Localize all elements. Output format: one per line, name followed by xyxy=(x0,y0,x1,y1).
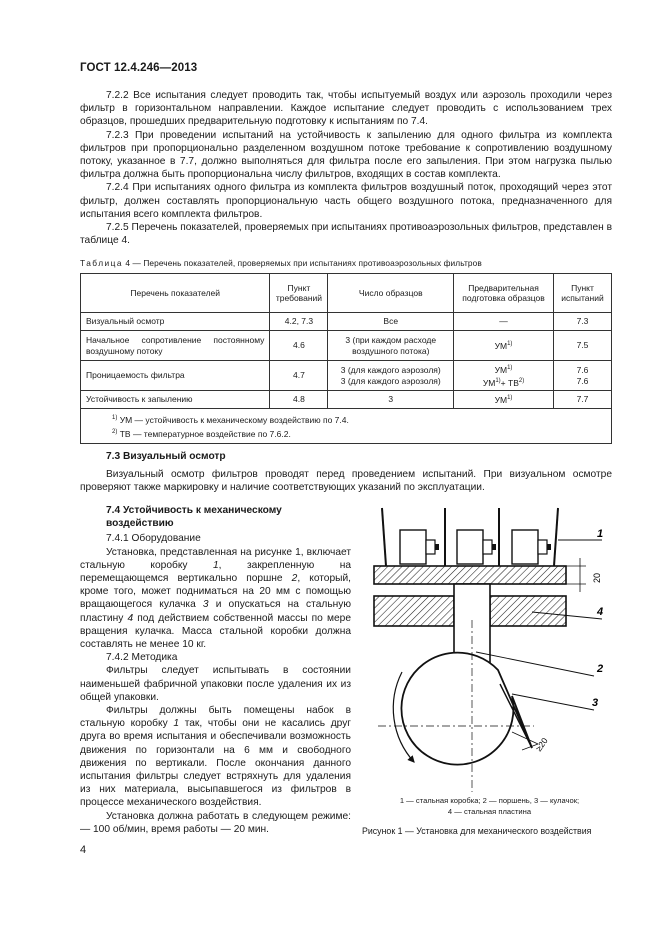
paragraph-7-4-2-b: Фильтры должны быть помещены набок в стальную коробку 1 так, чтобы они не касались друг друга во время испытания и обеспечивали возможность движения по горизонтали на 6 мм и свободного движения по вертикали. После окончания данного испытания фильтры следует встряхнуть для удаления из них материала, высыпавшегося из фильтров в процессе механического воздействия. xyxy=(80,705,351,809)
page-number: 4 xyxy=(80,844,87,856)
dim-label-ge20: ≥20 xyxy=(533,735,550,754)
paragraph-7-4-2-c: Установка должна работать в следующем режиме: — 100 об/мин, время работы — 20 мин. xyxy=(80,810,351,835)
indicators-table xyxy=(80,273,612,444)
table-row: Начальное сопротивление постоянному воздушному потоку 4.6 3 (при каждом расходе воздушного потока) УМ$^{1)}$ 7.5 xyxy=(81,331,612,361)
col-header-count: Число образцов xyxy=(328,274,454,313)
figure-caption: Рисунок 1 — Установка для механического воздействия xyxy=(362,826,592,836)
paragraph-7-2-3: 7.2.3 При проведении испытаний на устойчивость к запылению для одного фильтра из комплекта фильтров при пропорционально разделенном воздушном потоке требование к сопротивлению воздушному потоку, указанное в 7.7, должно выполняться для фильтра после его запыления. При этом нагрузка пылью фильтра должна быть пропорциональна числу фильтров, входящих в состав комплекта. xyxy=(80,129,612,181)
label-3: 3 xyxy=(592,697,599,709)
dimension-20 xyxy=(566,558,602,592)
document-header: ГОСТ 12.4.246—2013 xyxy=(80,62,198,74)
table-row: Устойчивость к запылению 4.8 3 УМ$^{1)}$ 7.7 xyxy=(81,391,612,409)
paragraph-7-2-4: 7.2.4 При испытаниях одного фильтра из комплекта фильтров воздушный поток, проходящий через этот фильтр, должен составлять пропорциональную часть общего воздушного потока, предназначенного для испытания всего комплекта фильтров. xyxy=(80,182,612,220)
label-4: 4 xyxy=(597,606,604,618)
dim-label-20: 20 xyxy=(592,572,602,584)
table-row: Проницаемость фильтра 4.7 3 (для каждого аэрозоля) 3 (для каждого аэрозоля) УМ$^{1)}$ $УМ^{1)}+ ТВ^{2)}$ 7.6 7.6 xyxy=(81,361,612,391)
table-caption: Таблица 4 — Перечень показателей, проверяемых при испытаниях противоаэрозольных фильтров xyxy=(80,258,482,268)
col-header-indicators: Перечень показателей xyxy=(81,274,270,313)
label-2: 2 xyxy=(597,663,604,675)
col-header-test: Пункт испытаний xyxy=(553,274,611,313)
section-7-3 xyxy=(80,450,612,495)
figure-legend: 1 — стальная коробка; 2 — поршень, 3 — кулачок; 4 — стальная пластина xyxy=(399,796,580,816)
section-7-3-heading: 7.3 Визуальный осмотр xyxy=(106,451,226,462)
dimension-ge20 xyxy=(512,732,550,753)
subsection-7-4-1-title: 7.4.1 Оборудование xyxy=(106,533,201,545)
table-note-1: $^{1)}$ УМ — устойчивость к механическому воздействию по 7.4. xyxy=(112,414,349,425)
paragraph-7-2-5: 7.2.5 Перечень показателей, проверяемых при испытаниях противоаэрозольных фильтров, представлен в таблице 4. xyxy=(80,222,612,247)
table-note-2: $^{2)}$ ТВ — температурное воздействие по 7.6.2. xyxy=(112,428,291,439)
subsection-7-4-2-title: 7.4.2 Методика xyxy=(106,652,178,664)
paragraph-7-4-1: Установка, представленная на рисунке 1, включает стальную коробку 1, закрепленную на перемещающемся вертикально поршне 2, который, кроме того, может подниматься на 20 мм с помощью вращающегося кулачка 3 и опускаться на стальную пластину 4 под действием собственной массы по мере вращения кулачка. Масса стальной коробки должна составлять не менее 10 кг. xyxy=(80,546,351,651)
label-1: 1 xyxy=(597,528,604,540)
paragraph-7-2-2: 7.2.2 Все испытания следует проводить так, чтобы испытуемый воздух или аэрозоль проходили через фильтр в горизонтальном направлении. Каждое испытание следует проводить с использованием трех образцов, прошедших предварительную подготовку к испытаниям по 7.4. xyxy=(80,90,612,128)
table-notes-row xyxy=(81,409,612,444)
section-7-4 xyxy=(80,504,351,836)
paragraph-7-4-2-a: Фильтры следует испытывать в состоянии наименьшей фабричной упаковки после удаления их из общей упаковки. xyxy=(80,665,351,703)
steel-box xyxy=(374,508,566,584)
col-header-req: Пункт требований xyxy=(270,274,328,313)
section-7-2-text xyxy=(80,89,612,247)
figure-1-diagram xyxy=(362,500,612,800)
col-header-prep: Предварительная подготовка образцов xyxy=(454,274,554,313)
section-7-3-text: Визуальный осмотр фильтров проводят перед проведением испытаний. При визуальном осмотре проверяют также маркировку и наличие соответствующих указаний по эксплуатации. xyxy=(80,469,612,494)
table-row: Визуальный осмотр 4.2, 7.3 Все — 7.3 xyxy=(81,313,612,331)
section-7-4-heading: 7.4 Устойчивость к механическому воздействию xyxy=(106,505,282,530)
table-header-row xyxy=(81,274,612,313)
